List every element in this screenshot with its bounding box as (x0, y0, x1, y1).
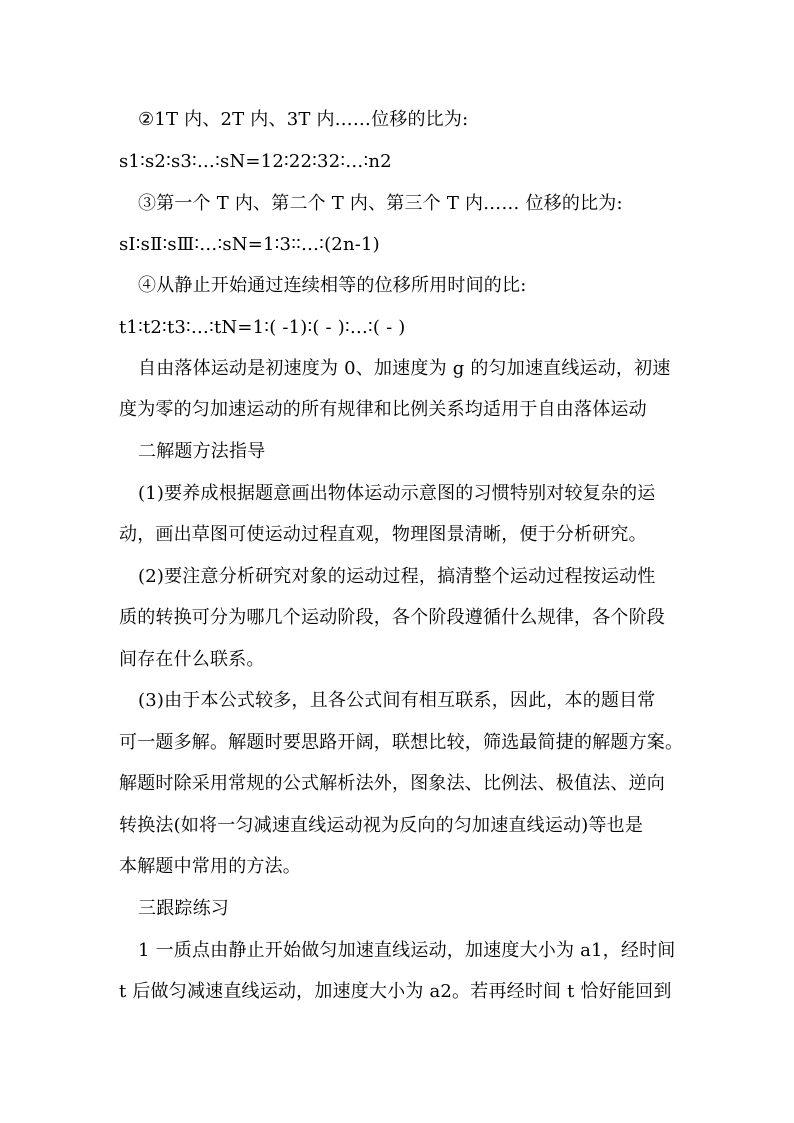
text-line: (1)要养成根据题意画出物体运动示意图的习惯特别对较复杂的运 (138, 483, 656, 504)
section-heading: 二解题方法指导 (138, 441, 266, 462)
text-line: (2)要注意分析研究对象的运动过程，搞清整个运动过程按运动性 (138, 566, 656, 587)
section-heading: 三跟踪练习 (138, 898, 229, 919)
text-line: s1∶s2∶s3∶…∶sN=12∶22∶32∶…∶n2 (119, 151, 392, 172)
text-line: ②1T 内、2T 内、3T 内……位移的比为: (138, 109, 469, 130)
text-line: 动，画出草图可使运动过程直观，物理图景清晰，便于分析研究。 (119, 524, 647, 545)
text-line: 解题时除采用常规的公式解析法外，图象法、比例法、极值法、逆向 (119, 773, 665, 794)
text-line: 1 一质点由静止开始做匀加速直线运动，加速度大小为 a1，经时间 (138, 940, 676, 961)
text-line: 度为零的匀加速运动的所有规律和比例关系均适用于自由落体运动 (119, 399, 647, 420)
text-line: ④从静止开始通过连续相等的位移所用时间的比: (138, 275, 527, 296)
text-line: 质的转换可分为哪几个运动阶段，各个阶段遵循什么规律，各个阶段 (119, 607, 665, 628)
text-line: (3)由于本公式较多，且各公式间有相互联系，因此，本的题目常 (138, 690, 656, 711)
text-line: t1∶t2∶t3∶…∶tN=1∶( -1)∶( - )∶…∶( - ) (119, 317, 406, 338)
text-line: 可一题多解。解题时要思路开阔，联想比较，筛选最简捷的解题方案。 (119, 732, 684, 753)
text-line: 间存在什么联系。 (119, 649, 265, 670)
text-line: 自由落体运动是初速度为 0、加速度为 g 的匀加速直线运动，初速 (138, 358, 671, 379)
text-line: 转换法(如将一匀减速直线运动视为反向的匀加速直线运动)等也是 (119, 815, 644, 836)
text-line: ③第一个 T 内、第二个 T 内、第三个 T 内…… 位移的比为: (138, 193, 623, 214)
text-line: 本解题中常用的方法。 (119, 856, 301, 877)
text-line: t 后做匀减速直线运动，加速度大小为 a2。若再经时间 t 恰好能回到 (119, 981, 672, 1002)
text-line: sⅠ∶sⅡ∶sⅢ∶…∶sN=1∶3∶∶…∶(2n-1) (119, 234, 380, 255)
